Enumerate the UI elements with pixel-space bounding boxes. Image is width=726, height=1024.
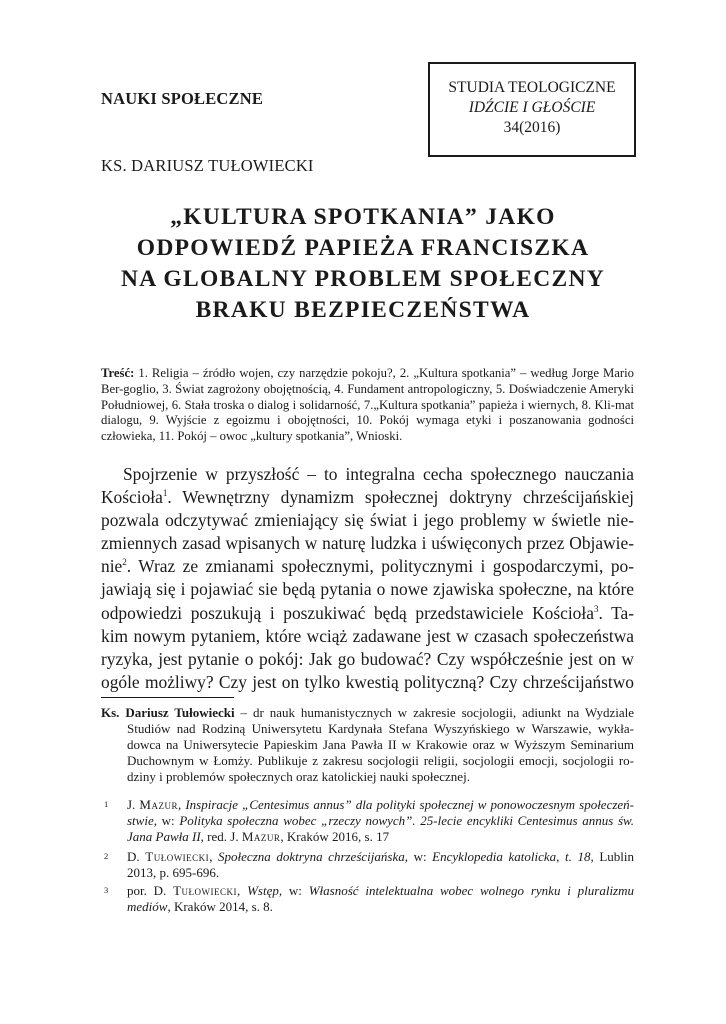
journal-issue: 34(2016) xyxy=(503,119,561,136)
body-line xyxy=(101,671,634,694)
title-line: BRAKU BEZPIECZEŃSTWA xyxy=(195,297,531,323)
journal-name: STUDIA TEOLOGICZNE xyxy=(448,79,616,96)
footnote-span: , w: xyxy=(278,883,309,898)
footnote-text xyxy=(127,849,634,881)
footnote-span: por. D. xyxy=(127,883,174,898)
footnote-title: Własność intelektualna wobec wolnego rynku i pluralizmu xyxy=(308,883,634,898)
footnote-line xyxy=(127,883,634,899)
footnote-title: stwie xyxy=(127,813,154,828)
body-text-span: odpowiedzi poszukują i poszukiwać będą przedstawiciele Kościoła xyxy=(101,602,594,623)
body-line xyxy=(101,578,634,601)
title-line: „KULTURA SPOTKANIA” JAKO xyxy=(170,204,556,230)
body-text-span: zmiennych zasad wpisanych w naturę ludzka i uświęconych przez Objawie- xyxy=(101,533,634,554)
body-line xyxy=(101,486,634,509)
footnote-span: , xyxy=(237,883,248,898)
footnote-separator xyxy=(101,697,234,698)
footnote-ref[interactable]: 3 xyxy=(593,603,599,614)
footnote-text xyxy=(127,883,634,915)
footnote-span: J. xyxy=(127,797,140,812)
journal-subtitle: IDŹCIE I GŁOŚCIE xyxy=(468,99,596,116)
footnote-author: Tułowiecki xyxy=(145,849,210,864)
article-title xyxy=(90,202,636,326)
body-text-span: . Wewnętrzny dynamizm społecznej doktryny chrześcijańskiej xyxy=(167,487,634,508)
footnote-span: D. xyxy=(127,849,146,864)
footnote-span: , Lublin xyxy=(590,849,635,864)
footnote xyxy=(101,797,634,845)
body-line xyxy=(101,463,634,486)
title-line: ODPOWIEDŹ PAPIEŻA FRANCISZKA xyxy=(136,235,590,261)
body-text-span: . Ta- xyxy=(598,602,634,623)
footnote-span: , xyxy=(209,849,219,864)
footnote-title: mediów xyxy=(127,899,168,914)
footnote-number: 2 xyxy=(104,851,109,861)
body-line xyxy=(101,648,634,671)
body-line xyxy=(101,625,634,648)
body-line xyxy=(101,602,634,625)
toc-label: Treść: xyxy=(101,366,135,380)
footnote-line xyxy=(127,899,634,915)
footnote-line xyxy=(127,849,634,865)
footnote-number: 1 xyxy=(104,799,109,809)
footnote-title: Wstęp xyxy=(247,883,279,898)
body-text-span: ryzyka, jest pytanie o pokój: Jak go budować? Czy współcześnie jest on w xyxy=(101,648,634,669)
body-line xyxy=(101,555,634,578)
footnote-line xyxy=(127,829,634,845)
footnote-ref[interactable]: 2 xyxy=(122,557,127,568)
body-text-span: nie xyxy=(101,556,123,577)
body-text-span: kim nowym pytaniem, które wciąż zadawane jest w czasach społeczeństwa xyxy=(101,625,634,646)
article-author: KS. DARIUSZ TUŁOWIECKI xyxy=(101,156,314,175)
author-note xyxy=(101,705,634,785)
footnote-author: Mazur xyxy=(139,797,178,812)
footnote-span: , red. J. xyxy=(200,829,242,844)
author-note-name: Ks. Dariusz Tułowiecki xyxy=(101,705,235,720)
author-note-line: dowca na Uniwersytecie Papieskim Jana Pawła II w Krakowie oraz w Wyższym Seminarium xyxy=(127,737,634,752)
author-note-line: dziny i problemów społecznych oraz katolickiej nauki społecznej. xyxy=(127,769,470,784)
footnote-span: , xyxy=(177,797,186,812)
footnote xyxy=(101,849,634,881)
body-text-span: jawiają się i pojawiać sie będą pytania o nowe zjawiska społeczne, na które xyxy=(101,579,634,600)
footnote-title: Jana Pawła II xyxy=(127,829,201,844)
footnote-title: Inspiracje „Centesimus annus” dla polityki społecznej w ponowoczesnym społeczeń- xyxy=(185,797,634,812)
footnote-author: Tułowiecki xyxy=(173,883,238,898)
footnote-number: 3 xyxy=(104,885,109,895)
footnote-line xyxy=(127,813,634,829)
footnote-ref[interactable]: 1 xyxy=(162,488,168,499)
body-text-span: Kościoła xyxy=(101,487,163,508)
body-text-span: pozwala odczytywać zmieniający się świat i jego problemy w świetle nie- xyxy=(101,510,634,531)
footnote-span: , Kraków 2016, s. 17 xyxy=(280,829,390,844)
author-note-line: Duchownym w Łomży. Publikuje z zakresu socjologii religii, socjologii emocji, socjologii ro- xyxy=(127,753,634,768)
body-text-span: ogóle możliwy? Czy jest on tylko kwestią polityczną? Czy chrześcijaństwo xyxy=(101,671,634,692)
body-line xyxy=(101,509,634,532)
footnote-span: , Kraków 2014, s. 8. xyxy=(167,899,273,914)
body-line xyxy=(101,532,634,555)
footnote-title: Społeczna doktryna chrześcijańska xyxy=(218,849,405,864)
body-text-span: Spojrzenie w przyszłość – to integralna cecha społecznego nauczania xyxy=(123,464,634,484)
body-text xyxy=(101,463,634,694)
body-text-span: . Wraz ze zmianami społecznymi, politycznymi i gospodarczymi, po- xyxy=(126,556,634,577)
footnote-text xyxy=(127,797,634,845)
footnote-line: 2013, p. 695-696. xyxy=(127,865,220,880)
footnote-span: , w: xyxy=(404,849,433,864)
table-of-contents xyxy=(101,366,634,445)
toc-text: 1. Religia – źródło wojen, czy narzędzie pokoju?, 2. „Kultura spotkania” – według Jorge Mario Ber-goglio, 3. Świat zagrożony obojętnością, 4. Fundament antropologiczny, 5. Doświadczenie Ameryki Południowej, 6. Stała troska o dialog i solidarność, 7.„Kultura spotkania” papieża i wiernych, 8. Kli-mat dialogu, 9. Wyjście z egoizmu i obojętności, 10. Pokój wymaga etyki i poszanowania godności człowieka, 11. Pokój – owoc „kultury spotkania”, Wnioski. xyxy=(101,366,635,444)
footnote xyxy=(101,883,634,915)
author-note-text: – dr nauk humanistycznych w zakresie socjologii, adiunkt na Wydziale xyxy=(234,705,634,720)
author-note-line xyxy=(101,705,634,721)
footnote-title: Polityka społeczna wobec „rzeczy nowych”. 25-lecie encykliki Centesimus annus św. xyxy=(179,813,635,828)
footnote-span: , w: xyxy=(153,813,180,828)
footnote-title: Encyklopedia katolicka, t. 18 xyxy=(432,849,591,864)
journal-info-box xyxy=(428,62,636,157)
footnote-line xyxy=(127,797,634,813)
title-line: NA GLOBALNY PROBLEM SPOŁECZNY xyxy=(120,266,606,292)
author-note-line: Studiów nad Rodziną Uniwersytetu Kardynała Stefana Wyszyńskiego w Warszawie, wykła- xyxy=(127,721,634,736)
section-label: NAUKI SPOŁECZNE xyxy=(101,89,264,108)
footnote-author: Mazur xyxy=(241,829,281,844)
